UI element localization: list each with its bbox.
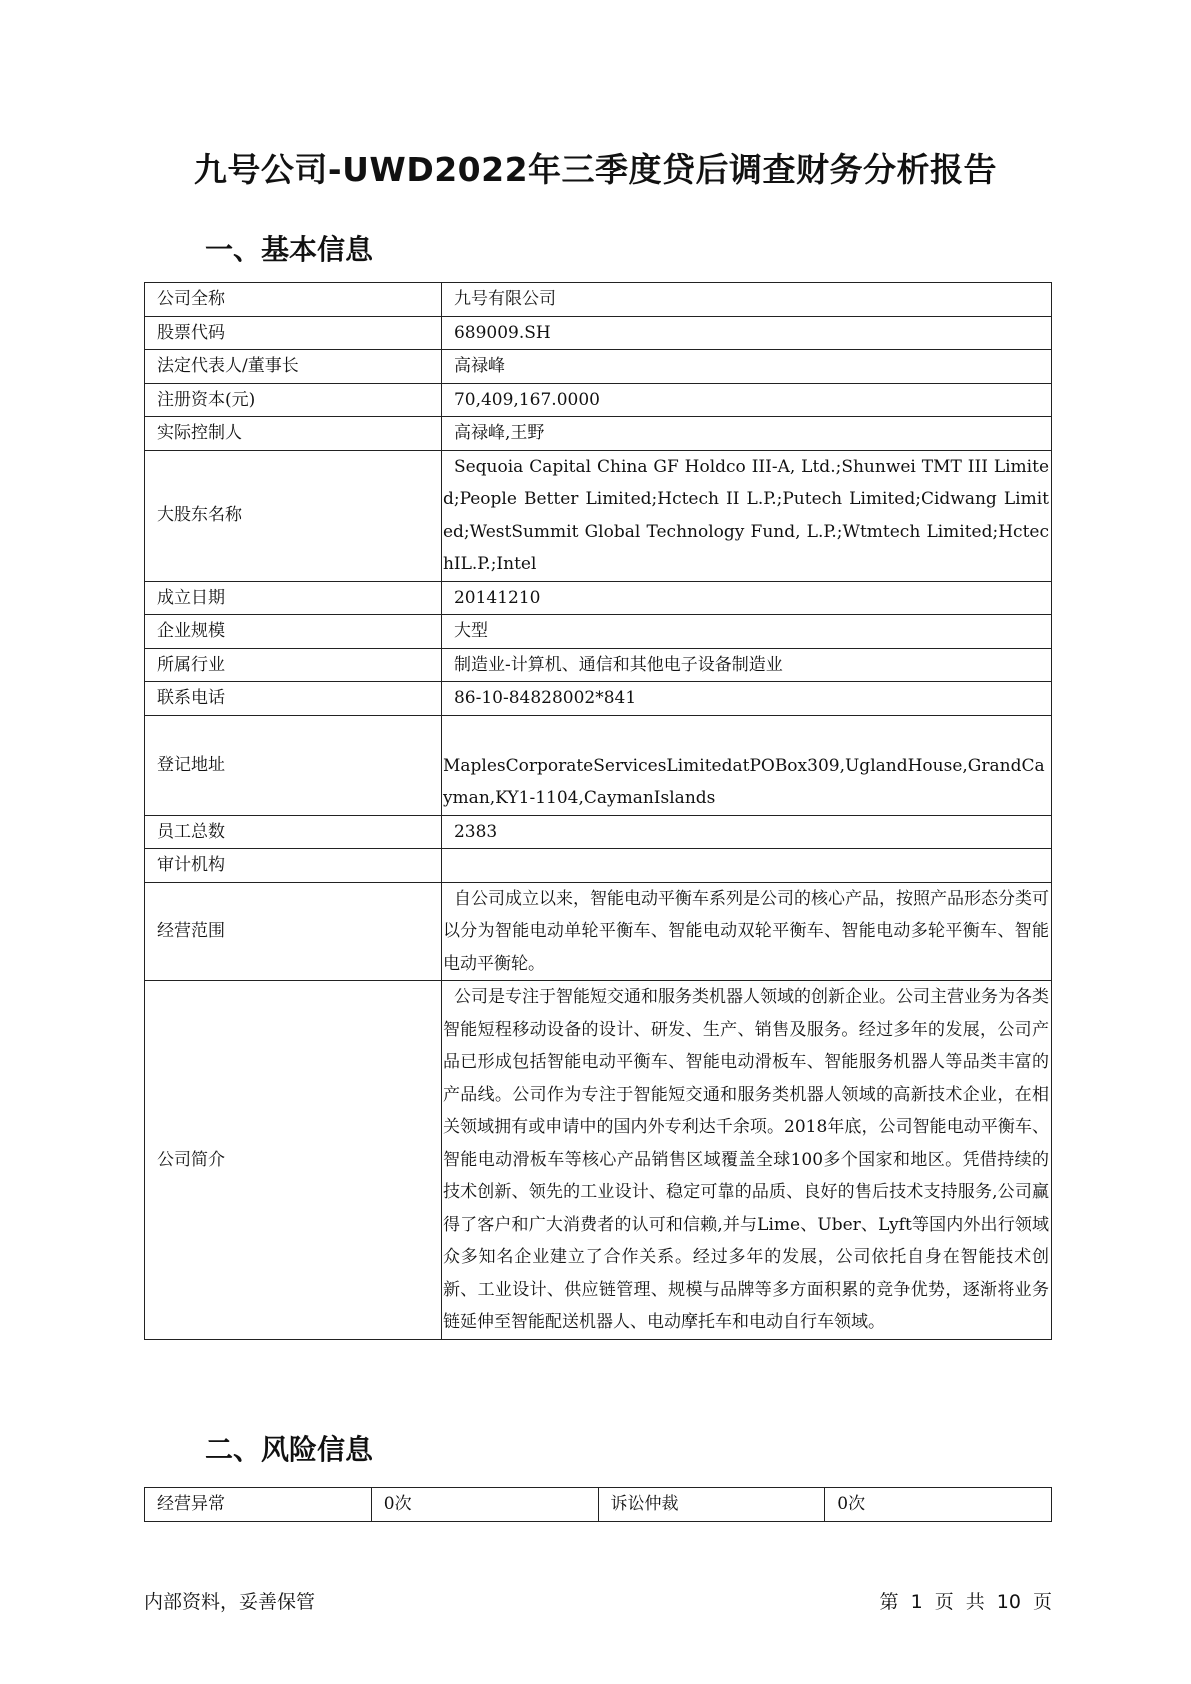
table-row — [145, 815, 1052, 849]
row-label: 联系电话 — [145, 682, 442, 716]
row-label: 员工总数 — [145, 815, 442, 849]
row-value: 高禄峰 — [441, 350, 1051, 384]
row-label: 企业规模 — [145, 615, 442, 649]
row-value: 公司是专注于智能短交通和服务类机器人领域的创新企业。公司主营业务为各类智能短程移动设备的设计、研发、生产、销售及服务。经过多年的发展，公司产品已形成包括智能电动平衡车、智能电动滑板车、智能服务机器人等品类丰富的产品线。公司作为专注于智能短交通和服务类机器人领域的高新技术企业，在相关领域拥有或申请中的国内外专利达千余项。2018年底，公司智能电动平衡车、智能电动滑板车等核心产品销售区域覆盖全球100多个国家和地区。凭借持续的技术创新、领先的工业设计、稳定可靠的品质、良好的售后技术支持服务,公司赢得了客户和广大消费者的认可和信赖,并与Lime、Uber、Lyft等国内外出行领域众多知名企业建立了合作关系。经过多年的发展，公司依托自身在智能技术创新、工业设计、供应链管理、规模与品牌等多方面积累的竞争优势，逐渐将业务链延伸至智能配送机器人、电动摩托车和电动自行车领域。 — [441, 981, 1051, 1340]
row-value: 自公司成立以来，智能电动平衡车系列是公司的核心产品，按照产品形态分类可以分为智能电动单轮平衡车、智能电动双轮平衡车、智能电动多轮平衡车、智能电动平衡轮。 — [441, 882, 1051, 981]
footer-confidential-note: 内部资料，妥善保管 — [144, 1591, 316, 1613]
table-row — [145, 1488, 1052, 1522]
risk-abnormal-value: 0次 — [371, 1488, 598, 1522]
row-value: 高禄峰,王野 — [441, 417, 1051, 451]
row-label: 成立日期 — [145, 581, 442, 615]
row-value: 2383 — [441, 815, 1051, 849]
risk-litigation-label: 诉讼仲裁 — [598, 1488, 825, 1522]
row-label: 所属行业 — [145, 648, 442, 682]
row-value: 大型 — [441, 615, 1051, 649]
table-row — [145, 581, 1052, 615]
footer-page-number: 第 1 页 共 10 页 — [879, 1591, 1052, 1613]
row-label: 实际控制人 — [145, 417, 442, 451]
risk-info-table — [144, 1487, 1052, 1522]
row-label: 法定代表人/董事长 — [145, 350, 442, 384]
row-value: 70,409,167.0000 — [441, 383, 1051, 417]
table-row — [145, 283, 1052, 317]
row-value: 86-10-84828002*841 — [441, 682, 1051, 716]
basic-info-table — [144, 282, 1052, 1340]
table-row — [145, 417, 1052, 451]
table-row — [145, 615, 1052, 649]
table-row — [145, 648, 1052, 682]
row-label: 公司全称 — [145, 283, 442, 317]
row-label: 大股东名称 — [145, 450, 442, 581]
table-row — [145, 882, 1052, 981]
row-label: 股票代码 — [145, 316, 442, 350]
row-value: Sequoia Capital China GF Holdco III-A, Ltd.;Shunwei TMT III Limited;People Better Limited;Hctech II L.P.;Putech Limited;Cidwang Limited;WestSummit Global Technology Fund, L.P.;Wtmtech Limited;HctechIL.P.;Intel — [441, 450, 1051, 581]
section-heading-basic-info: 一、基本信息 — [205, 233, 374, 266]
row-label: 审计机构 — [145, 849, 442, 883]
row-value: 689009.SH — [441, 316, 1051, 350]
row-label: 登记地址 — [145, 715, 442, 815]
row-label: 公司简介 — [145, 981, 442, 1340]
table-row — [145, 316, 1052, 350]
row-value: 制造业-计算机、通信和其他电子设备制造业 — [441, 648, 1051, 682]
table-row — [145, 981, 1052, 1340]
risk-abnormal-label: 经营异常 — [145, 1488, 372, 1522]
table-row — [145, 350, 1052, 384]
table-row — [145, 383, 1052, 417]
row-label: 经营范围 — [145, 882, 442, 981]
table-row — [145, 715, 1052, 815]
row-value: 九号有限公司 — [441, 283, 1051, 317]
row-label: 注册资本(元) — [145, 383, 442, 417]
row-value: 20141210 — [441, 581, 1051, 615]
row-value: MaplesCorporateServicesLimitedatPOBox309,UglandHouse,GrandCayman,KY1-1104,CaymanIslands — [441, 715, 1051, 815]
table-row — [145, 849, 1052, 883]
section-heading-risk-info: 二、风险信息 — [205, 1433, 374, 1466]
row-value — [441, 849, 1051, 883]
document-title: 九号公司-UWD2022年三季度贷后调查财务分析报告 — [193, 150, 998, 189]
table-row — [145, 450, 1052, 581]
table-row — [145, 682, 1052, 716]
risk-litigation-value: 0次 — [825, 1488, 1052, 1522]
